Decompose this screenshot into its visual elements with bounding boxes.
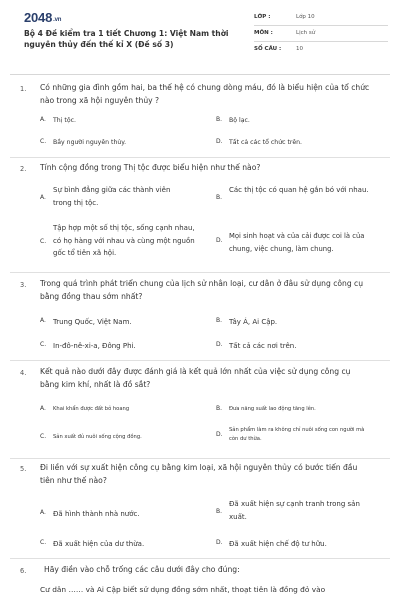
meta-count (254, 42, 388, 57)
option-text: Tập hợp một số thị tộc, sống cạnh nhau, có họ hàng với nhau và cùng một nguồn gốc tổ tiên xã hội. (53, 224, 195, 257)
option-label: D. (216, 138, 223, 145)
option-text: Sản phẩm làm ra không chỉ nuôi sống con người mà còn dư thừa. (229, 427, 365, 442)
option-text: Tây Á, Ai Cập. (229, 318, 278, 326)
option-label: A. (40, 317, 46, 324)
option-label: D. (216, 431, 223, 438)
option-text: Bộ lạc. (229, 117, 250, 124)
question-number: 6. (20, 567, 27, 575)
meta-key: MÔN : (254, 30, 273, 36)
option-text: Bầy người nguyên thủy. (53, 139, 127, 146)
option-text: Đưa năng suất lao động tăng lên. (229, 406, 316, 412)
option-text: Đã xuất hiện sự cạnh tranh trong sản xuất. (229, 500, 360, 521)
option-text: Các thị tộc có quan hệ gắn bó với nhau. (229, 186, 369, 194)
meta-key: LỚP : (254, 14, 271, 20)
option-label: B. (216, 116, 223, 123)
option-label: D. (216, 237, 223, 244)
question-divider (10, 458, 390, 459)
logo-text: 2048 (24, 10, 53, 25)
meta-class (254, 10, 388, 26)
question-number: 5. (20, 465, 27, 473)
question-6 (14, 564, 386, 600)
question-number: 1. (20, 85, 27, 93)
meta-key: SỐ CÂU : (254, 46, 282, 52)
option-label: A. (40, 194, 46, 201)
question-divider (10, 360, 390, 361)
question-stem: Đi liền với sự xuất hiện công cụ bằng kim loại, xã hội nguyên thủy có bước tiến đầu tiên như thế nào? (40, 463, 358, 485)
question-stem: Tính cộng đồng trong Thị tộc được biểu hiện như thế nào? (40, 163, 261, 172)
question-divider (10, 272, 390, 273)
option-label: C. (40, 238, 47, 245)
option-label: B. (216, 194, 223, 201)
meta-subject (254, 26, 388, 42)
question-number: 4. (20, 369, 27, 377)
option-label: D. (216, 539, 223, 546)
option-label: A. (40, 405, 46, 412)
exam-meta (254, 10, 388, 57)
option-text: Tất cả các tổ chức trên. (229, 139, 303, 146)
option-text: In-đô-nê-xi-a, Đông Phi. (53, 342, 136, 350)
meta-value: Lịch sử (296, 30, 316, 36)
option-label: C. (40, 539, 47, 546)
question-4 (14, 366, 386, 454)
option-label: C. (40, 341, 47, 348)
option-label: A. (40, 509, 46, 516)
option-text: Thị tộc. (53, 117, 76, 124)
option-text: Khai khẩn được đất bỏ hoang (53, 406, 130, 412)
option-label: B. (216, 317, 223, 324)
question-number: 3. (20, 281, 27, 289)
option-label: C. (40, 433, 47, 440)
option-text: Đã hình thành nhà nước. (53, 510, 140, 518)
option-text: Sản xuất đủ nuôi sống cộng đồng. (53, 434, 142, 440)
option-label: C. (40, 138, 47, 145)
question-stem: Kết quả nào dưới đây được đánh giá là kết quả lớn nhất của việc sử dụng công cụ bằng kim khí, nhất là đồ sắt? (40, 367, 351, 389)
option-text: Sự bình đẳng giữa các thành viên trong thị tộc. (53, 186, 171, 207)
question-stem-continued: Cư dân …… và Ai Cập biết sử dụng đồng sớm nhất, thoạt tiên là đồng đỏ vào (40, 585, 326, 594)
meta-value: 10 (296, 46, 303, 52)
logo-suffix: .vn (53, 17, 62, 23)
question-stem: Hãy điền vào chỗ trống các câu dưới đây cho đúng: (44, 565, 240, 574)
option-label: A. (40, 116, 46, 123)
question-number: 2. (20, 165, 27, 173)
option-text: Tất cả các nơi trên. (229, 342, 297, 350)
question-divider (10, 558, 390, 559)
meta-value: Lớp 10 (296, 14, 315, 20)
question-divider (10, 157, 390, 158)
option-label: D. (216, 341, 223, 348)
question-1 (14, 82, 386, 154)
option-text: Đã xuất hiện chế độ tư hữu. (229, 540, 327, 548)
question-stem: Có những gia đình gồm hai, ba thế hệ có chung dòng máu, đó là biểu hiện của tổ chức nào trong xã hội nguyên thủy ? (40, 83, 370, 105)
option-label: B. (216, 508, 223, 515)
option-text: Mọi sinh hoạt và của cải được coi là của chung, việc chung, làm chung. (229, 232, 365, 253)
option-label: B. (216, 405, 223, 412)
question-2 (14, 162, 386, 272)
question-stem: Trong quá trình phát triển chung của lịch sử nhân loại, cư dân ở đâu sử dụng công cụ bằng đồng thau sớm nhất? (40, 279, 364, 301)
question-3 (14, 278, 386, 358)
site-logo[interactable] (24, 10, 61, 25)
question-5 (14, 462, 386, 554)
header-divider (10, 74, 390, 75)
option-text: Trung Quốc, Việt Nam. (53, 318, 132, 326)
exam-title: Bộ 4 Đề kiểm tra 1 tiết Chương 1: Việt Nam thời nguyên thủy đến thế kỉ X (Đề số 3) (24, 29, 229, 49)
option-text: Đã xuất hiện của dư thừa. (53, 540, 145, 548)
exam-header (12, 10, 388, 72)
